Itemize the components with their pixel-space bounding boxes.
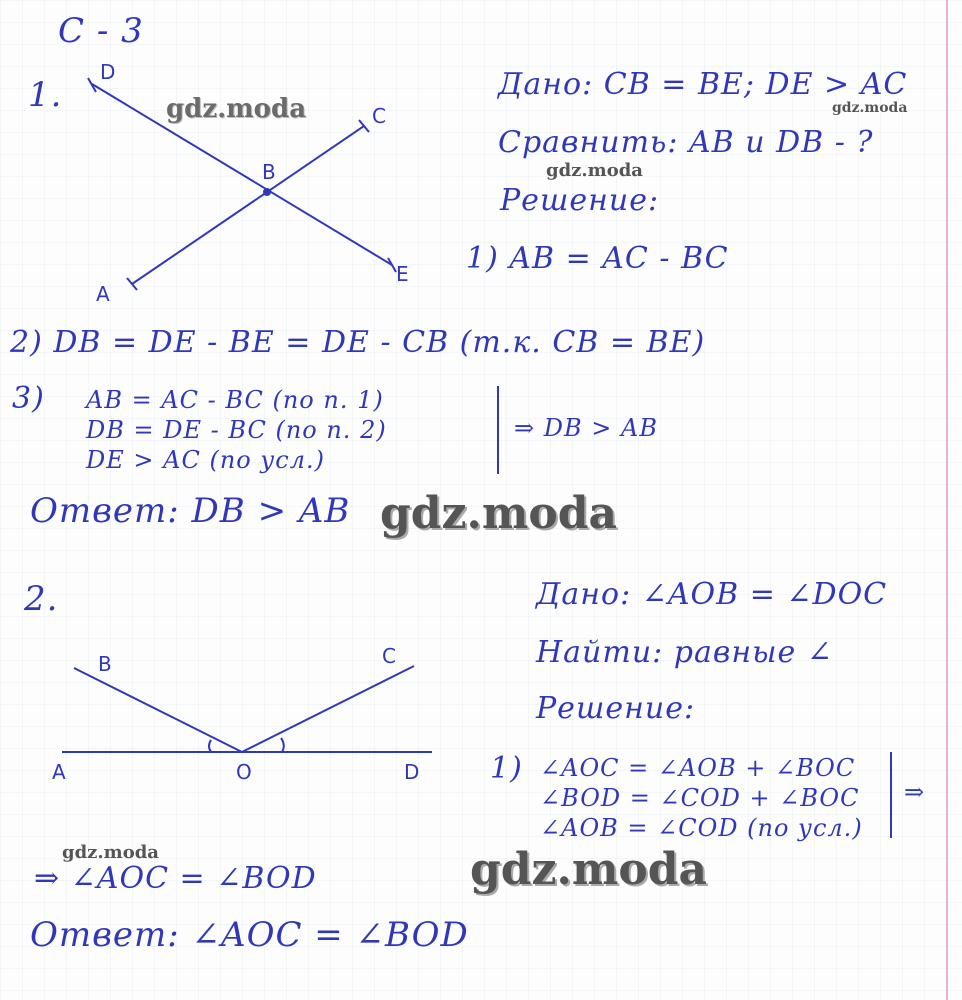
variant-label: С - 3 [58, 11, 144, 51]
task2-given: Дано: ∠AOB = ∠DOC [536, 577, 888, 612]
task2-label-d: D [404, 760, 420, 784]
watermark: gdz.moda [62, 842, 159, 863]
point-b [264, 189, 270, 195]
task2-label-o: O [236, 760, 252, 784]
task2-figure [62, 666, 432, 752]
task2-brace [890, 752, 892, 838]
task1-step3-line: DB = DE - BC (по п. 2) [86, 416, 387, 444]
task2-conclusion: ⇒ ∠AOC = ∠BOD [34, 861, 317, 896]
task1-label-b: B [262, 160, 276, 184]
task2-number: 2. [24, 579, 59, 619]
task2-step1-line: ∠BOD = ∠COD + ∠BOC [540, 784, 860, 812]
task1-solution-label: Решение: [500, 183, 660, 218]
segment-ac [132, 126, 364, 284]
task2-answer: Ответ: ∠AOC = ∠BOD [30, 915, 469, 955]
arc-aob [209, 740, 211, 752]
task1-label-d: D [100, 60, 116, 84]
tick-a [127, 278, 137, 290]
task1-brace [497, 386, 499, 474]
task2-step1-line: ∠AOC = ∠AOB + ∠BOC [540, 754, 856, 782]
task1-step3-line: DE > AC (по усл.) [86, 446, 325, 474]
task1-number: 1. [28, 75, 63, 115]
task1-label-a: A [96, 282, 110, 306]
task2-label-a: A [52, 760, 66, 784]
task1-given: Дано: CB = BE; DE > AC [498, 67, 908, 102]
task1-answer: Ответ: DB > AB [30, 491, 351, 531]
task2-step1-label: 1) [490, 751, 523, 786]
task1-step2: 2) DB = DE - BE = DE - CB (т.к. CB = BE) [10, 325, 706, 360]
task1-step1: 1) AB = AC - BC [466, 241, 729, 276]
task1-step3-label: 3) [12, 381, 45, 416]
task2-solution-label: Решение: [536, 691, 696, 726]
ray-oc [242, 666, 414, 752]
watermark: gdz.moda [166, 94, 307, 124]
task1-step3-line: AB = AC - BC (по п. 1) [86, 386, 384, 414]
task1-label-c: C [372, 104, 386, 128]
tick-c [359, 120, 369, 132]
task1-step3-conclusion: ⇒ DB > AB [514, 414, 658, 442]
task2-step1-arrow: ⇒ [904, 778, 926, 806]
task2-find: Найти: равные ∠ [536, 635, 833, 670]
watermark: gdz.moda [832, 100, 908, 116]
task1-label-e: E [396, 262, 409, 286]
watermark: gdz.moda [546, 160, 643, 181]
watermark: gdz.moda [470, 844, 708, 895]
ray-ob [74, 668, 242, 752]
task2-label-b: B [98, 652, 112, 676]
task2-step1-line: ∠AOB = ∠COD (по усл.) [540, 814, 863, 842]
task2-label-c: C [382, 644, 396, 668]
watermark: gdz.moda [380, 488, 618, 539]
tick-e [388, 258, 396, 272]
arc-doc [281, 738, 284, 752]
task1-compare: Сравнить: AB и DB - ? [498, 125, 874, 160]
